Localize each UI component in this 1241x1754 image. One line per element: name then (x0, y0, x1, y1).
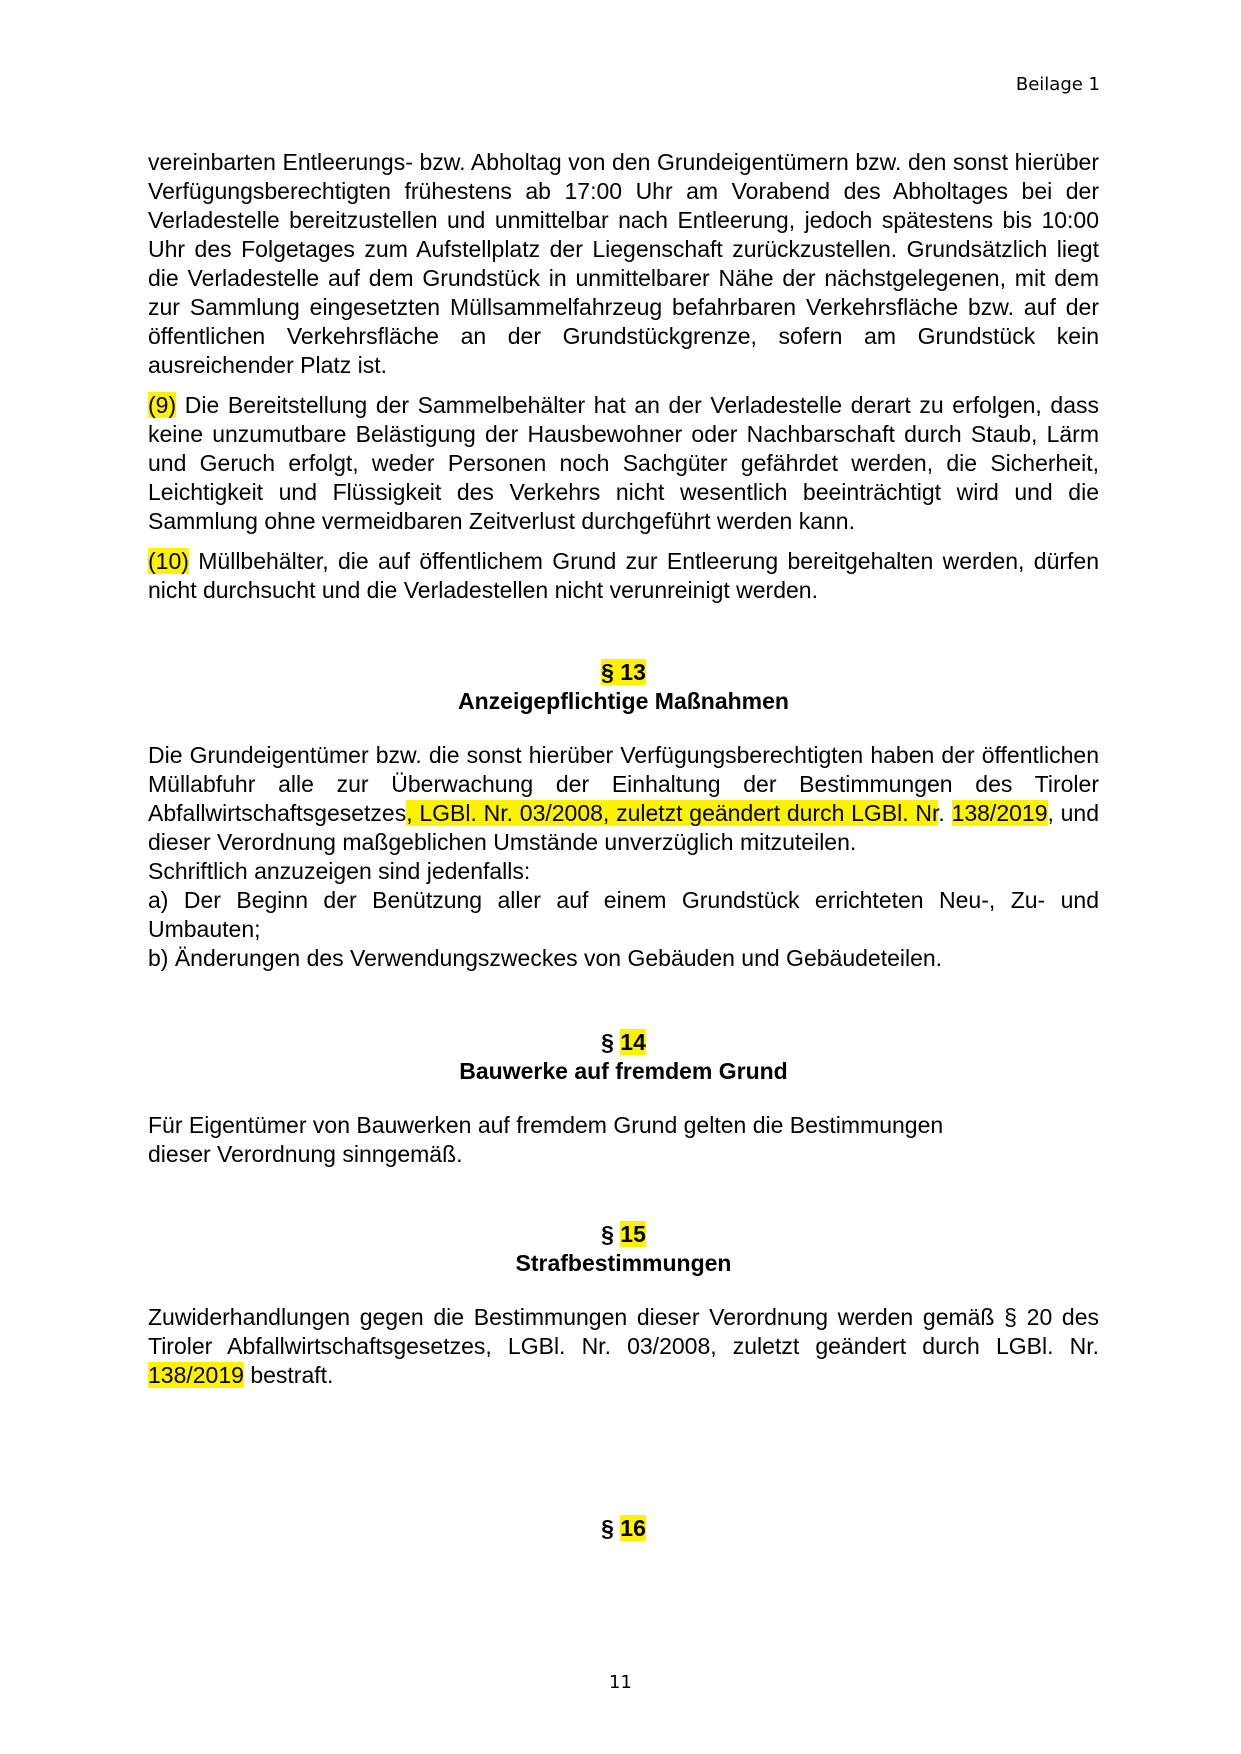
document-body (148, 148, 1099, 1543)
paragraph-9-number: (9) (148, 392, 177, 418)
paragraph-10-number: (10) (148, 548, 189, 574)
section-15-number: § 15 (601, 1221, 646, 1247)
section-15-title: Strafbestimmungen (515, 1250, 732, 1276)
highlight-amendment-15: 138/2019 (148, 1362, 244, 1388)
section-14-paragraph: Für Eigentümer von Bauwerken auf fremdem Grund gelten die Bestimmungen dieser Verordnung sinngemäß. (148, 1112, 944, 1167)
section-14-number: § 14 (601, 1029, 646, 1055)
paragraph-10 (148, 547, 1099, 605)
section-16-number: § 16 (601, 1515, 646, 1541)
section-13-paragraph: Die Grundeigentümer bzw. die sonst hierüber Verfügungsberechtigten haben der öffentlichen Müllabfuhr alle zur Überwachung der Einhaltung der Bestimmungen des Tiroler Abfallwirtschaftsgesetzes, LGBl. Nr. 03/2008, zuletzt geändert durch LGBl. Nr. 138/2019, und dieser Verordnung maßgeblichen Umstände unverzüglich mitzuteilen. (148, 742, 1100, 855)
page-header-label: Beilage 1 (1015, 74, 1100, 95)
section-13-title: Anzeigepflichtige Maßnahmen (458, 688, 789, 714)
section-13-line-2: Schriftlich anzuzeigen sind jedenfalls: (148, 858, 531, 884)
section-13-number: § 13 (601, 659, 646, 685)
intro-paragraph: vereinbarten Entleerungs- bzw. Abholtag von den Grundeigentümern bzw. den sonst hierüber Verfügungsberechtigten frühestens ab 17:00 Uhr am Vorabend des Abholtages bei der Verladestelle bereitzustellen und unmittelbar nach Entleerung, jedoch spätestens bis 10:00 Uhr des Folgetages zum Aufstellplatz der Liegenschaft zurückzustellen. Grundsätzlich liegt die Verladestelle auf dem Grundstück in unmittelbarer Nähe der nächstgelegenen, mit dem zur Sammlung eingesetzten Müllsammelfahrzeug befahrbaren Verkehrsfläche bzw. auf der öffentlichen Verkehrsfläche an der Grundstückgrenze, sofern am Grundstück kein ausreichender Platz ist. (148, 149, 1099, 378)
section-13-item-b: b) Änderungen des Verwendungszweckes von Gebäuden und Gebäudeteilen. (148, 945, 943, 971)
section-15-paragraph: Zuwiderhandlungen gegen die Bestimmungen dieser Verordnung werden gemäß § 20 des Tiroler Abfallwirtschaftsgesetzes, LGBl. Nr. 03/2008, zuletzt geändert durch LGBl. Nr. 138/2019 bestraft. (148, 1304, 1099, 1388)
section-13-item-a: a) Der Beginn der Benützung aller auf einem Grundstück errichteten Neu-, Zu- und Umbauten; (148, 887, 1099, 942)
highlight-amendment: 138/2019 (951, 800, 1048, 826)
paragraph-9-text: Die Bereitstellung der Sammelbehälter hat an der Verladestelle derart zu erfolgen, dass keine unzumutbare Belästigung der Hausbewohner oder Nachbarschaft durch Staub, Lärm und Geruch erfolgt, weder Personen noch Sachgüter gefährdet werden, die Sicherheit, Leichtigkeit und Flüssigkeit des Verkehrs nicht wesentlich beeinträchtigt wird und die Sammlung ohne vermeidbaren Zeitverlust durchgeführt werden kann. (148, 392, 1099, 534)
highlight-lgbl: , LGBl. Nr. 03/2008, zuletzt geändert durch LGBl. Nr (406, 800, 939, 826)
page-number: 11 (609, 1672, 632, 1693)
paragraph-10-text: Müllbehälter, die auf öffentlichem Grund zur Entleerung bereitgehalten werden, dürfen nicht durchsucht und die Verladestellen nicht verunreinigt werden. (148, 548, 1099, 603)
section-14-title: Bauwerke auf fremdem Grund (459, 1058, 788, 1084)
paragraph-9 (148, 391, 1099, 536)
